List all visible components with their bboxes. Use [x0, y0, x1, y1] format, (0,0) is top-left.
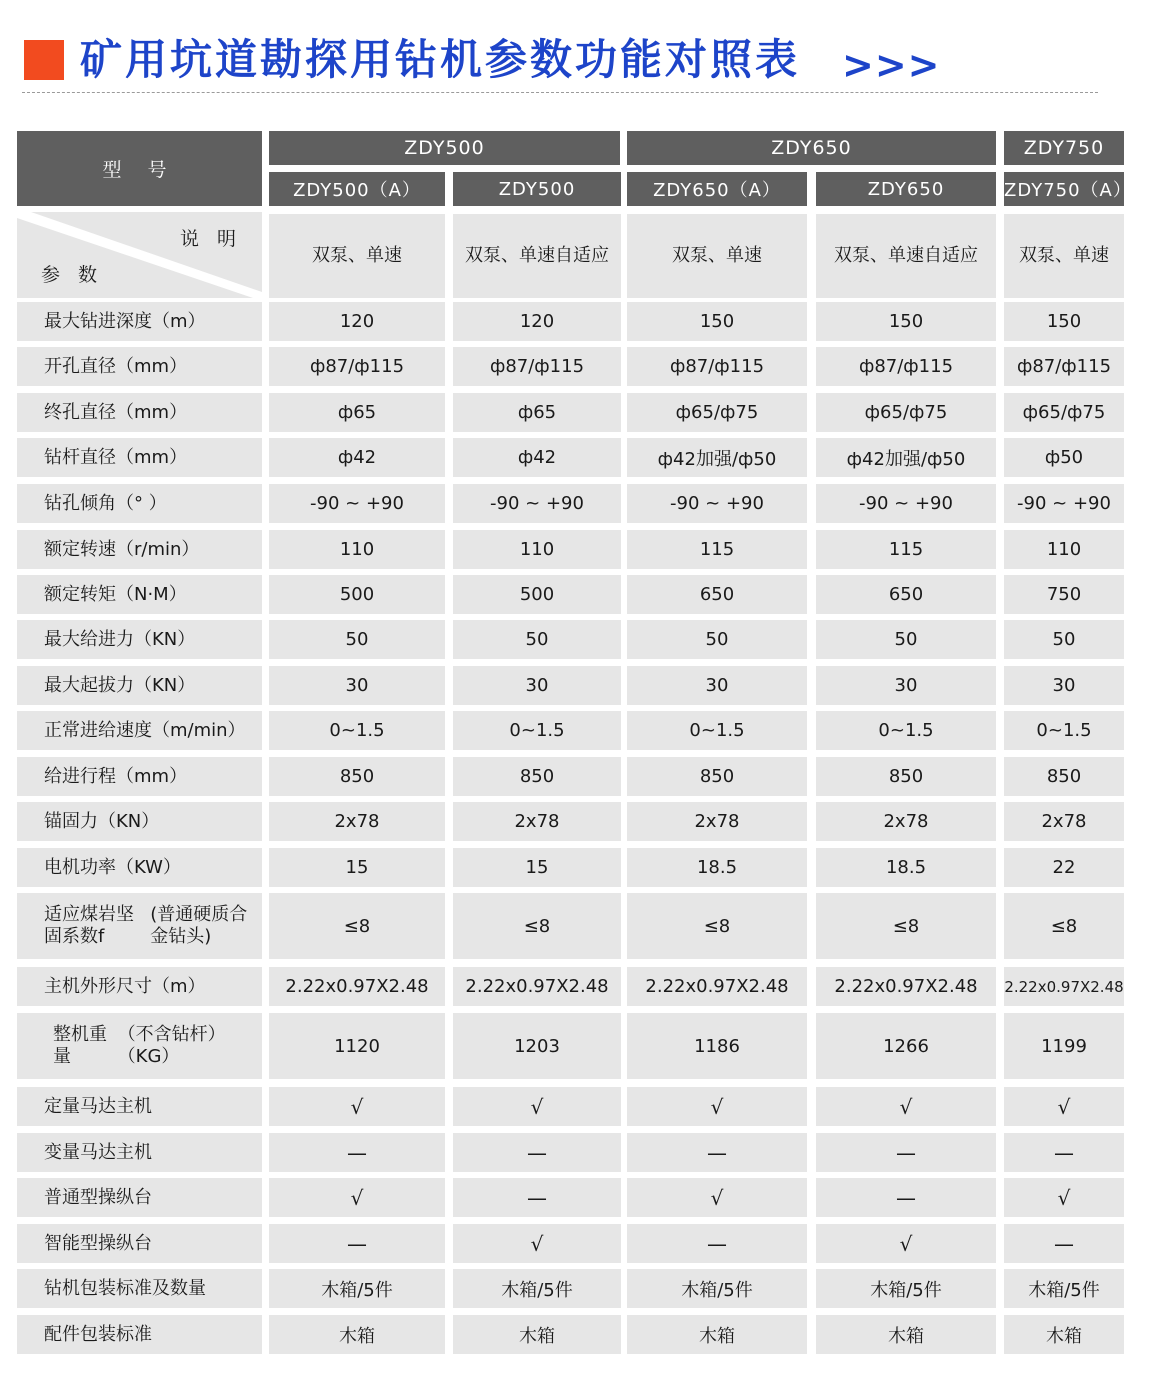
parameter-value-cell: 750	[1004, 575, 1124, 614]
text-line: 钻杆直径（mm）	[44, 446, 188, 468]
text-line: 最大钻进深度（m）	[44, 310, 206, 332]
parameter-value-cell: 0~1.5	[269, 711, 445, 750]
title-accent-square	[24, 40, 64, 80]
parameter-label-cell	[17, 620, 262, 659]
parameter-value-cell: √	[453, 1087, 621, 1126]
parameter-label-cell	[17, 393, 262, 432]
parameter-value-cell: -90 ~ +90	[453, 484, 621, 523]
parameter-value-cell: 120	[453, 302, 621, 341]
parameter-value-cell: √	[453, 1224, 621, 1263]
parameter-value-cell: 30	[453, 666, 621, 705]
text-line: 最大起拔力（KN）	[44, 674, 196, 696]
parameter-value-cell: 1120	[269, 1013, 445, 1079]
text-line: （不含钻杆）（KG）	[117, 1024, 226, 1067]
parameter-value-cell: 2x78	[453, 802, 621, 841]
parameter-label-cell	[17, 967, 262, 1006]
parameter-value-cell: 30	[269, 666, 445, 705]
parameter-value-cell: 0~1.5	[453, 711, 621, 750]
parameter-label-cell	[17, 1315, 262, 1354]
parameter-value-cell: √	[1004, 1087, 1124, 1126]
parameter-label-cell	[17, 302, 262, 341]
parameter-value-cell: 120	[269, 302, 445, 341]
parameter-value-cell: 50	[1004, 620, 1124, 659]
parameter-value-cell: 50	[453, 620, 621, 659]
parameter-value-cell: 110	[1004, 530, 1124, 569]
parameter-value-cell: √	[269, 1178, 445, 1217]
parameter-value-cell: ≤8	[627, 893, 807, 959]
parameter-value-cell: 50	[816, 620, 996, 659]
parameter-value-cell: 50	[627, 620, 807, 659]
parameter-value-cell: 115	[627, 530, 807, 569]
parameter-value-cell: —	[453, 1133, 621, 1172]
parameter-value-cell: -90 ~ +90	[816, 484, 996, 523]
text-line: 自适应	[555, 245, 609, 266]
parameter-value-cell: 500	[453, 575, 621, 614]
parameter-value-cell: ф65/ф75	[1004, 393, 1124, 432]
parameter-value-cell: —	[1004, 1224, 1124, 1263]
model-header-cell: ZDY750（A）	[1004, 172, 1124, 206]
parameter-value-cell: 50	[269, 620, 445, 659]
text-line: 额定转速（r/min）	[44, 538, 200, 560]
parameter-value-cell: 2.22x0.97X2.48	[816, 967, 996, 1006]
parameter-label-cell	[17, 666, 262, 705]
model-header-cell: ZDY500	[453, 172, 621, 206]
parameter-value-cell: 木箱	[816, 1315, 996, 1354]
parameter-value-cell: 2x78	[1004, 802, 1124, 841]
parameter-value-cell: 850	[1004, 757, 1124, 796]
text-line: 开孔直径（mm）	[44, 355, 188, 377]
parameter-label-cell	[17, 575, 262, 614]
parameter-value-cell: 30	[627, 666, 807, 705]
parameter-value-cell: √	[627, 1087, 807, 1126]
model-description-cell	[269, 214, 445, 298]
parameter-value-cell: —	[1004, 1133, 1124, 1172]
model-description-cell	[627, 214, 807, 298]
text-line: 给进行程（mm）	[44, 765, 188, 787]
parameter-value-cell: 150	[627, 302, 807, 341]
parameter-label-cell	[17, 484, 262, 523]
text-line: 自适应	[924, 245, 978, 266]
text-line: 适应煤岩坚固系数f	[44, 904, 134, 947]
model-header-cell: ZDY500（A）	[269, 172, 445, 206]
parameter-label-cell	[17, 757, 262, 796]
parameter-value-cell: ф87/ф115	[269, 347, 445, 386]
corner-parameter-label: 参 数	[41, 264, 104, 286]
parameter-value-cell: 2x78	[627, 802, 807, 841]
parameter-value-cell: √	[816, 1224, 996, 1263]
parameter-value-cell: 木箱	[269, 1315, 445, 1354]
parameter-value-cell: 2.22x0.97X2.48	[627, 967, 807, 1006]
parameter-label-cell	[17, 1087, 262, 1126]
text-line: 双泵、单速	[672, 245, 762, 266]
parameter-value-cell: ф65/ф75	[816, 393, 996, 432]
model-description-cell	[453, 214, 621, 298]
parameter-value-cell: —	[269, 1133, 445, 1172]
parameter-value-cell: -90 ~ +90	[1004, 484, 1124, 523]
text-line: 变量马达主机	[44, 1141, 152, 1163]
text-line: 双泵、单速	[834, 245, 924, 266]
text-line: 额定转矩（N·M）	[44, 583, 187, 605]
parameter-value-cell: √	[627, 1178, 807, 1217]
text-line: (普通硬质合金钻头)	[150, 904, 248, 947]
parameter-value-cell: 2.22x0.97X2.48	[269, 967, 445, 1006]
parameter-value-cell: ф65	[269, 393, 445, 432]
text-line: 配件包装标准	[44, 1323, 152, 1345]
parameter-value-cell: ф42加强/ф50	[816, 438, 996, 477]
page-title: 矿用坑道勘探用钻机参数功能对照表	[80, 35, 801, 84]
text-line: 电机功率（KW）	[44, 856, 181, 878]
title-divider	[22, 92, 1098, 93]
parameter-value-cell: ф42加强/ф50	[627, 438, 807, 477]
parameter-value-cell: ≤8	[453, 893, 621, 959]
text-line: 双泵、单速	[1019, 245, 1109, 266]
parameter-value-cell: 0~1.5	[627, 711, 807, 750]
text-line: 智能型操纵台	[44, 1232, 152, 1254]
parameter-value-cell: 木箱/5件	[269, 1269, 445, 1308]
parameter-value-cell: 2.22x0.97X2.48	[1004, 967, 1124, 1006]
parameter-value-cell: √	[1004, 1178, 1124, 1217]
parameter-value-cell: —	[269, 1224, 445, 1263]
text-line: 最大给进力（KN）	[44, 628, 196, 650]
text-line: 锚固力（KN）	[44, 810, 160, 832]
parameter-value-cell: -90 ~ +90	[269, 484, 445, 523]
parameter-value-cell: 650	[816, 575, 996, 614]
parameter-label-cell	[17, 530, 262, 569]
parameter-value-cell: 木箱/5件	[453, 1269, 621, 1308]
parameter-value-cell: 500	[269, 575, 445, 614]
parameter-value-cell: ф87/ф115	[816, 347, 996, 386]
title-arrow-icon: >>>	[842, 43, 941, 87]
parameter-value-cell: 15	[453, 848, 621, 887]
parameter-value-cell: 850	[816, 757, 996, 796]
parameter-value-cell: 1199	[1004, 1013, 1124, 1079]
parameter-value-cell: 150	[816, 302, 996, 341]
text-line: 整机重量	[53, 1024, 107, 1067]
parameter-value-cell: —	[627, 1224, 807, 1263]
parameter-value-cell: 1186	[627, 1013, 807, 1079]
parameter-label-cell	[17, 893, 262, 959]
parameter-value-cell: 150	[1004, 302, 1124, 341]
parameter-value-cell: ф42	[269, 438, 445, 477]
model-group-header: ZDY500	[269, 131, 620, 165]
parameter-value-cell: √	[816, 1087, 996, 1126]
parameter-value-cell: ф65	[453, 393, 621, 432]
parameter-label-cell	[17, 1269, 262, 1308]
parameter-value-cell: ≤8	[1004, 893, 1124, 959]
parameter-value-cell: —	[627, 1133, 807, 1172]
parameter-value-cell: ф65/ф75	[627, 393, 807, 432]
model-header-cell: ZDY650	[816, 172, 996, 206]
parameter-value-cell: 850	[453, 757, 621, 796]
model-group-header: ZDY650	[627, 131, 996, 165]
parameter-value-cell: ≤8	[269, 893, 445, 959]
parameter-label-cell	[17, 1224, 262, 1263]
parameter-value-cell: 110	[269, 530, 445, 569]
parameter-label-cell	[17, 1133, 262, 1172]
parameter-label-cell	[17, 802, 262, 841]
parameter-label-cell	[17, 438, 262, 477]
parameter-value-cell: 30	[816, 666, 996, 705]
model-header-cell: ZDY650（A）	[627, 172, 807, 206]
parameter-value-cell: 850	[269, 757, 445, 796]
parameter-value-cell: 30	[1004, 666, 1124, 705]
parameter-value-cell: —	[816, 1133, 996, 1172]
parameter-value-cell: 木箱/5件	[1004, 1269, 1124, 1308]
text-line: 钻孔倾角（° ）	[44, 492, 167, 514]
parameter-value-cell: ≤8	[816, 893, 996, 959]
parameter-value-cell: 1203	[453, 1013, 621, 1079]
parameter-value-cell: 木箱	[453, 1315, 621, 1354]
text-line: 双泵、单速	[465, 245, 555, 266]
text-line: 钻机包装标准及数量	[44, 1277, 206, 1299]
parameter-value-cell: 18.5	[627, 848, 807, 887]
parameter-value-cell: 2x78	[816, 802, 996, 841]
text-line: 普通型操纵台	[44, 1186, 152, 1208]
parameter-value-cell: 115	[816, 530, 996, 569]
parameter-value-cell: 2x78	[269, 802, 445, 841]
parameter-value-cell: 850	[627, 757, 807, 796]
model-header: 型 号	[17, 131, 262, 206]
parameter-value-cell: 木箱	[1004, 1315, 1124, 1354]
model-description-cell	[816, 214, 996, 298]
parameter-value-cell: 木箱/5件	[816, 1269, 996, 1308]
text-line: 定量马达主机	[44, 1095, 152, 1117]
parameter-label-cell	[17, 347, 262, 386]
text-line: 主机外形尺寸（m）	[44, 975, 206, 997]
parameter-value-cell: ф87/ф115	[1004, 347, 1124, 386]
parameter-value-cell: ф50	[1004, 438, 1124, 477]
corner-description-label: 说 明	[180, 228, 243, 250]
text-line: 正常进给速度（m/min）	[44, 719, 246, 741]
parameter-value-cell: 木箱	[627, 1315, 807, 1354]
parameter-value-cell: ф87/ф115	[453, 347, 621, 386]
model-description-cell	[1004, 214, 1124, 298]
parameter-value-cell: 木箱/5件	[627, 1269, 807, 1308]
parameter-value-cell: ф87/ф115	[627, 347, 807, 386]
parameter-value-cell: 0~1.5	[1004, 711, 1124, 750]
text-line: 终孔直径（mm）	[44, 401, 188, 423]
parameter-value-cell: —	[453, 1178, 621, 1217]
parameter-label-cell	[17, 1178, 262, 1217]
parameter-label-cell	[17, 848, 262, 887]
parameter-value-cell: —	[816, 1178, 996, 1217]
parameter-value-cell: 18.5	[816, 848, 996, 887]
parameter-value-cell: 1266	[816, 1013, 996, 1079]
parameter-value-cell: 15	[269, 848, 445, 887]
model-group-header: ZDY750	[1004, 131, 1124, 165]
parameter-label-cell	[17, 711, 262, 750]
parameter-value-cell: 22	[1004, 848, 1124, 887]
parameter-value-cell: 2.22x0.97X2.48	[453, 967, 621, 1006]
text-line: 双泵、单速	[312, 245, 402, 266]
parameter-value-cell: -90 ~ +90	[627, 484, 807, 523]
parameter-value-cell: 0~1.5	[816, 711, 996, 750]
corner-header-cell	[17, 212, 262, 298]
parameter-value-cell: √	[269, 1087, 445, 1126]
parameter-value-cell: 650	[627, 575, 807, 614]
parameter-value-cell: ф42	[453, 438, 621, 477]
parameter-label-cell	[17, 1013, 262, 1079]
parameter-value-cell: 110	[453, 530, 621, 569]
